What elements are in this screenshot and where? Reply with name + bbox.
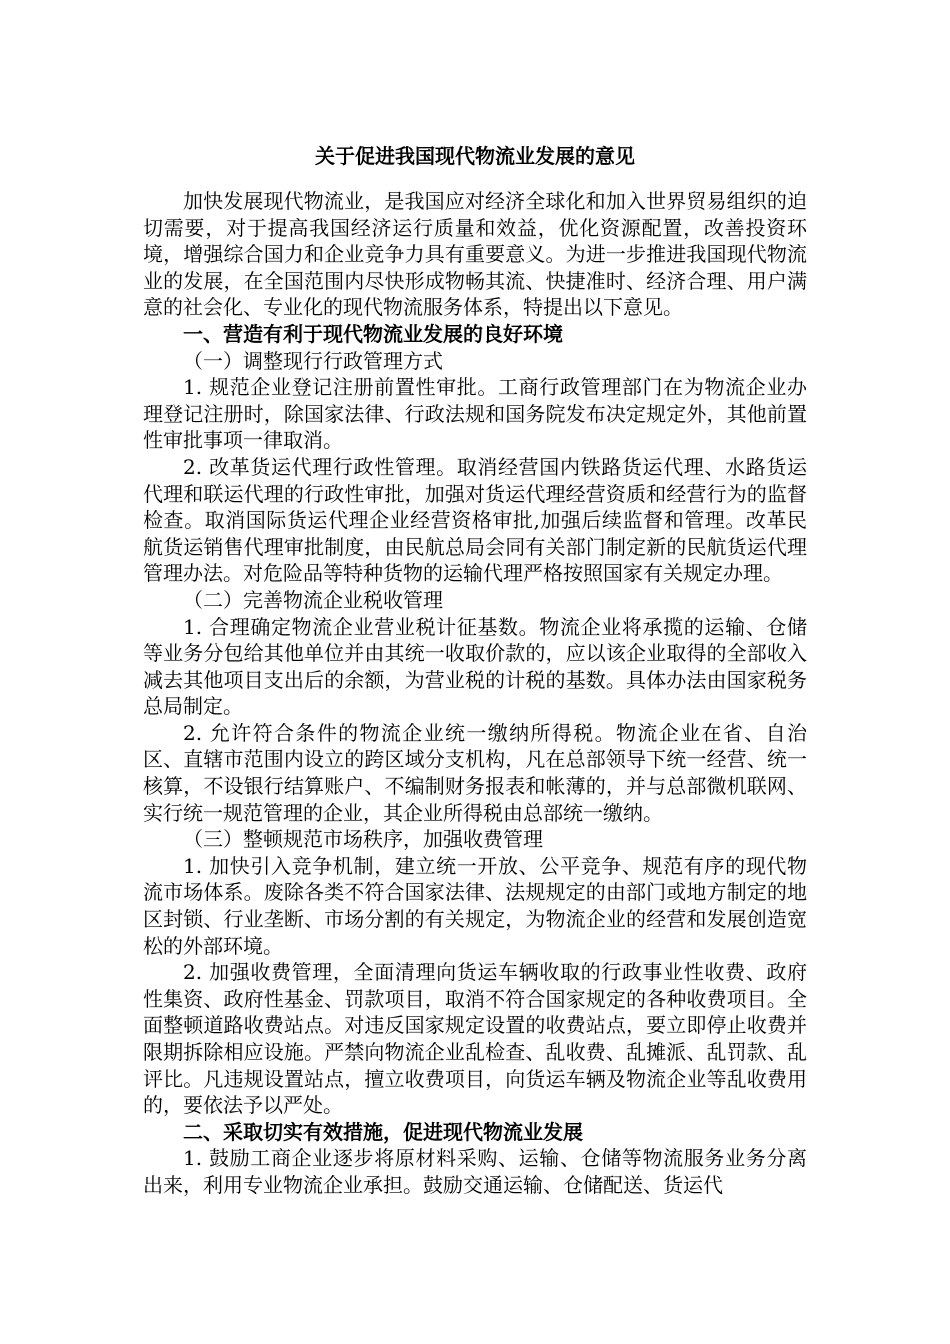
paragraph: 1. 规范企业登记注册前置性审批。工商行政管理部门在为物流企业办理登记注册时，除国家法律、行政法规和国务院发布决定规定外，其他前置性审批事项一律取消。 (143, 375, 807, 453)
section-heading-1: 一、营造有利于现代物流业发展的良好环境 (183, 321, 563, 346)
document-page (143, 140, 807, 1199)
paragraph: 1. 加快引入竞争机制，建立统一开放、公平竞争、规范有序的现代物流市场体系。废除各类不符合国家法律、法规规定的由部门或地方制定的地区封锁、行业垄断、市场分割的有关规定，为物流企业的经营和发展创造宽松的外部环境。 (143, 853, 807, 958)
paragraph: 2. 改革货运代理行政性管理。取消经营国内铁路货运代理、水路货运代理和联运代理的行政性审批，加强对货运代理经营资质和经营行为的监督检查。取消国际货运代理企业经营资格审批,加强后续监督和管理。改革民航货运销售代理审批制度，由民航总局会同有关部门制定新的民航货运代理管理办法。对危险品等特种货物的运输代理严格按照国家有关规定办理。 (143, 454, 807, 586)
paragraph: 2. 允许符合条件的物流企业统一缴纳所得税。物流企业在省、自治区、直辖市范围内设立的跨区域分支机构，凡在总部领导下统一经营、统一核算，不设银行结算账户、不编制财务报表和帐薄的，并与总部微机联网、实行统一规范管理的企业，其企业所得税由总部统一缴纳。 (143, 720, 807, 825)
paragraph: 1. 合理确定物流企业营业税计征基数。物流企业将承揽的运输、仓储等业务分包给其他单位并由其统一收取价款的，应以该企业取得的全部收入减去其他项目支出后的余额，为营业税的计税的基数。具体办法由国家税务总局制定。 (143, 614, 807, 719)
section-heading-2: 二、采取切实有效措施，促进现代物流业发展 (183, 1119, 583, 1144)
paragraph: 2. 加强收费管理，全面清理向货运车辆收取的行政事业性收费、政府性集资、政府性基金、罚款项目，取消不符合国家规定的各种收费项目。全面整顿道路收费站点。对违反国家规定设置的收费站点，要立即停止收费并限期拆除相应设施。严禁向物流企业乱检查、乱收费、乱摊派、乱罚款、乱评比。凡违规设置站点，擅立收费项目，向货运车辆及物流企业等乱收费用的，要依法予以严处。 (143, 960, 807, 1118)
subsection-heading-1: （一）调整现行行政管理方式 (183, 348, 443, 373)
document-title: 关于促进我国现代物流业发展的意见 (315, 144, 635, 168)
paragraph: 1. 鼓励工商企业逐步将原材料采购、运输、仓储等物流服务业务分离出来，利用专业物流企业承担。鼓励交通运输、仓储配送、货运代 (143, 1146, 807, 1197)
intro-paragraph: 加快发展现代物流业，是我国应对经济全球化和加入世界贸易组织的迫切需要，对于提高我国经济运行质量和效益，优化资源配置，改善投资环境，增强综合国力和企业竞争力具有重要意义。为进一步推进我国现代物流业的发展，在全国范围内尽快形成物畅其流、快捷准时、经济合理、用户满意的社会化、专业化的现代物流服务体系，特提出以下意见。 (143, 189, 807, 320)
subsection-heading-3: （三）整顿规范市场秩序，加强收费管理 (183, 827, 543, 852)
subsection-heading-2: （二）完善物流企业税收管理 (183, 587, 443, 612)
